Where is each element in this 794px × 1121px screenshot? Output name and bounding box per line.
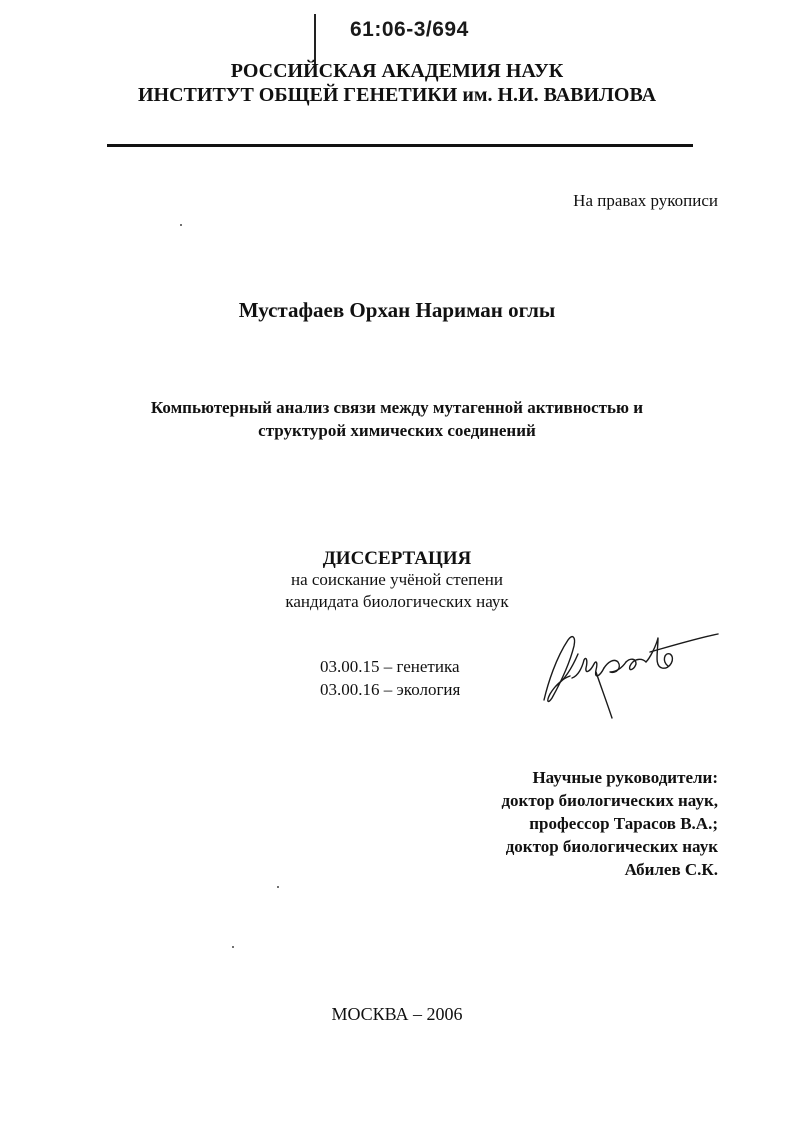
supervisors-heading: Научные руководители:	[532, 768, 718, 787]
specialty-genetics: 03.00.15 – генетика	[320, 657, 460, 676]
degree-line-2: кандидата биологических наук	[285, 592, 509, 611]
dissertation-title-line-2: структурой химических соединений	[258, 421, 536, 440]
manuscript-rights-note: На правах рукописи	[573, 191, 718, 210]
archive-stamp-code: 61:06-3/694	[350, 18, 469, 41]
scan-speck	[277, 886, 279, 888]
scan-speck	[232, 946, 234, 948]
dissertation-title-line-1: Компьютерный анализ связи между мутагенной активностью и	[150, 398, 644, 417]
author-name: Мустафаев Орхан Нариман оглы	[238, 298, 556, 322]
degree-line-1: на соискание учёной степени	[290, 570, 504, 589]
handwritten-signature	[538, 628, 724, 724]
supervisor-line: доктор биологических наук,	[501, 791, 718, 810]
scan-speck	[180, 224, 182, 226]
organization-name: РОССИЙСКАЯ АКАДЕМИЯ НАУК	[230, 60, 564, 82]
specialty-ecology: 03.00.16 – экология	[320, 680, 461, 699]
supervisor-line: Абилев С.К.	[624, 860, 718, 879]
supervisor-line: доктор биологических наук	[505, 837, 718, 856]
supervisor-line: профессор Тарасов В.А.;	[529, 814, 718, 833]
institute-name: ИНСТИТУТ ОБЩЕЙ ГЕНЕТИКИ им. Н.И. ВАВИЛОВА	[137, 84, 657, 106]
header-rule	[107, 144, 693, 147]
dissertation-heading: ДИССЕРТАЦИЯ	[322, 548, 472, 569]
city-year: МОСКВА – 2006	[331, 1004, 463, 1024]
